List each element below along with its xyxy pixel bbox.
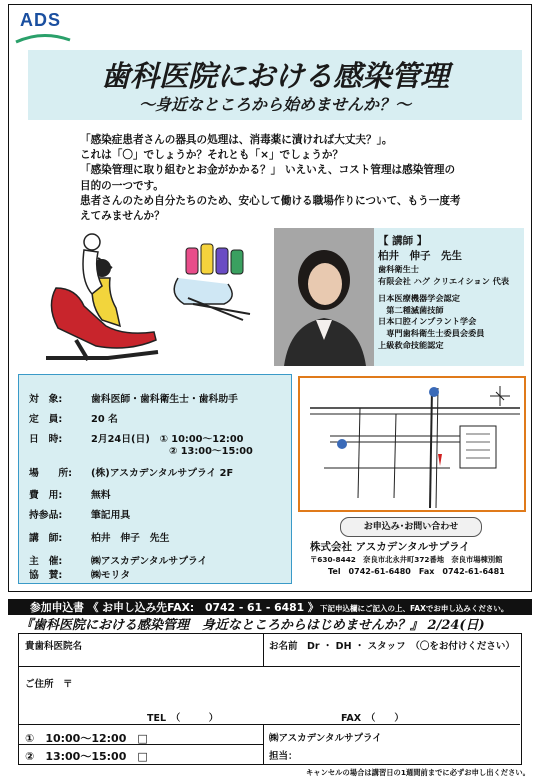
address-field[interactable]: ご住所 〒: [25, 679, 73, 690]
lecturer-line: 専門歯科衛生士委員会委員: [378, 327, 485, 338]
intro-line: 目的の一つです。: [80, 179, 164, 192]
lecturer-line: 歯科衛生士: [378, 264, 419, 274]
lecturer-line: 上級救命技能認定: [378, 339, 444, 350]
intro-line: これは「〇」でしょうか？それとも「×」でしょうか？: [80, 149, 344, 162]
dental-chair-illustration: [28, 228, 258, 368]
lecturer-line: 日本口腔インプラント学会: [378, 316, 477, 327]
info-row-sponsor: 協 賛: ㈱モリタ: [29, 570, 131, 581]
lecturer-profile: [374, 228, 524, 366]
page-title: 歯科医院における感染管理: [100, 59, 449, 93]
info-row-datetime: 日 時: 2月24日(日) ① 10:00～12:00: [29, 434, 244, 445]
application-heading: 参加申込書 《 お申し込み先FAX: 0742 - 61 - 6481 》: [30, 601, 319, 614]
lecturer-line: 有限会社 ハグ クリエイション 代表: [378, 275, 510, 286]
intro-line: 「感染症患者さんの器具の処理は、消毒薬に漬ければ大丈夫？」。: [80, 134, 393, 146]
application-form: [18, 633, 522, 765]
intro-line: えてみませんか？: [80, 210, 165, 223]
clinic-name-field[interactable]: 貴歯科医院名: [25, 641, 83, 652]
lecturer-line: 第二種滅菌技師: [378, 304, 444, 315]
ads-logo: ADS: [20, 10, 62, 30]
lecturer-name: 柏井 伸子 先生: [378, 250, 462, 262]
session-2-checkbox[interactable]: ② 13:00～15:00 □: [25, 750, 148, 763]
event-info-box: [18, 374, 292, 584]
session-1-checkbox[interactable]: ① 10:00～12:00 □: [25, 732, 148, 745]
logo-swoosh: [14, 32, 72, 46]
intro-line: 「感染管理に取り組むとお金がかかる？」 いえいえ、コスト管理は感染管理の: [80, 164, 456, 177]
contact-heading: お申込み･お問い合わせ: [340, 517, 482, 537]
info-row-session-2: ② 13:00～15:00: [169, 446, 253, 457]
attendee-name-field[interactable]: お名前 Dr ・ DH ・ スタッフ （〇をお付けください）: [269, 641, 515, 652]
page-subtitle: ～身近なところから始めませんか？～: [138, 95, 411, 114]
lecturer-heading: 【 講師 】: [378, 235, 428, 247]
company-name: 株式会社 アスカデンタルサプライ: [310, 541, 470, 553]
info-row-capacity: 定 員: 20 名: [29, 414, 118, 425]
lecturer-line: 日本医療機器学会認定: [378, 293, 460, 304]
info-row-venue: 場 所: (株)アスカデンタルサプライ 2F: [29, 468, 234, 479]
company-tel-fax: Tel 0742-61-6480 Fax 0742-61-6481: [328, 567, 505, 576]
application-note: 下記申込欄にご記入の上、FAXでお申し込みください。: [320, 604, 509, 613]
info-row-target: 対 象: 歯科医師・歯科衛生士・歯科助手: [29, 394, 238, 405]
intro-line: 患者さんのため自分たちのため、安心して働ける職場作りについて、もう一度考: [80, 194, 461, 207]
form-company: ㈱アスカデンタルサプライ: [269, 733, 382, 744]
company-address: 〒630-8442 奈良市北永井町372番地 奈良市場棟別館: [310, 555, 503, 564]
info-row-organizer: 主 催: ㈱アスカデンタルサプライ: [29, 556, 208, 567]
staff-field[interactable]: 担当：: [269, 751, 298, 762]
fax-field[interactable]: FAX （ ）: [341, 713, 404, 724]
access-map: [298, 376, 526, 512]
tel-field[interactable]: TEL （ ）: [147, 713, 219, 724]
form-title: 『歯科医院における感染管理 身近なところからはじめませんか？』 2/24(日): [20, 618, 485, 633]
info-row-lecturer: 講 師: 柏井 伸子 先生: [29, 533, 170, 544]
info-row-fee: 費 用: 無料: [29, 490, 111, 501]
cancel-note: キャンセルの場合は講習日の1週間前までに必ずお申し出ください。: [306, 768, 530, 777]
intro-text: [80, 133, 510, 224]
info-row-bring: 持参品: 筆記用具: [29, 510, 131, 521]
lecturer-photo: [274, 228, 374, 366]
